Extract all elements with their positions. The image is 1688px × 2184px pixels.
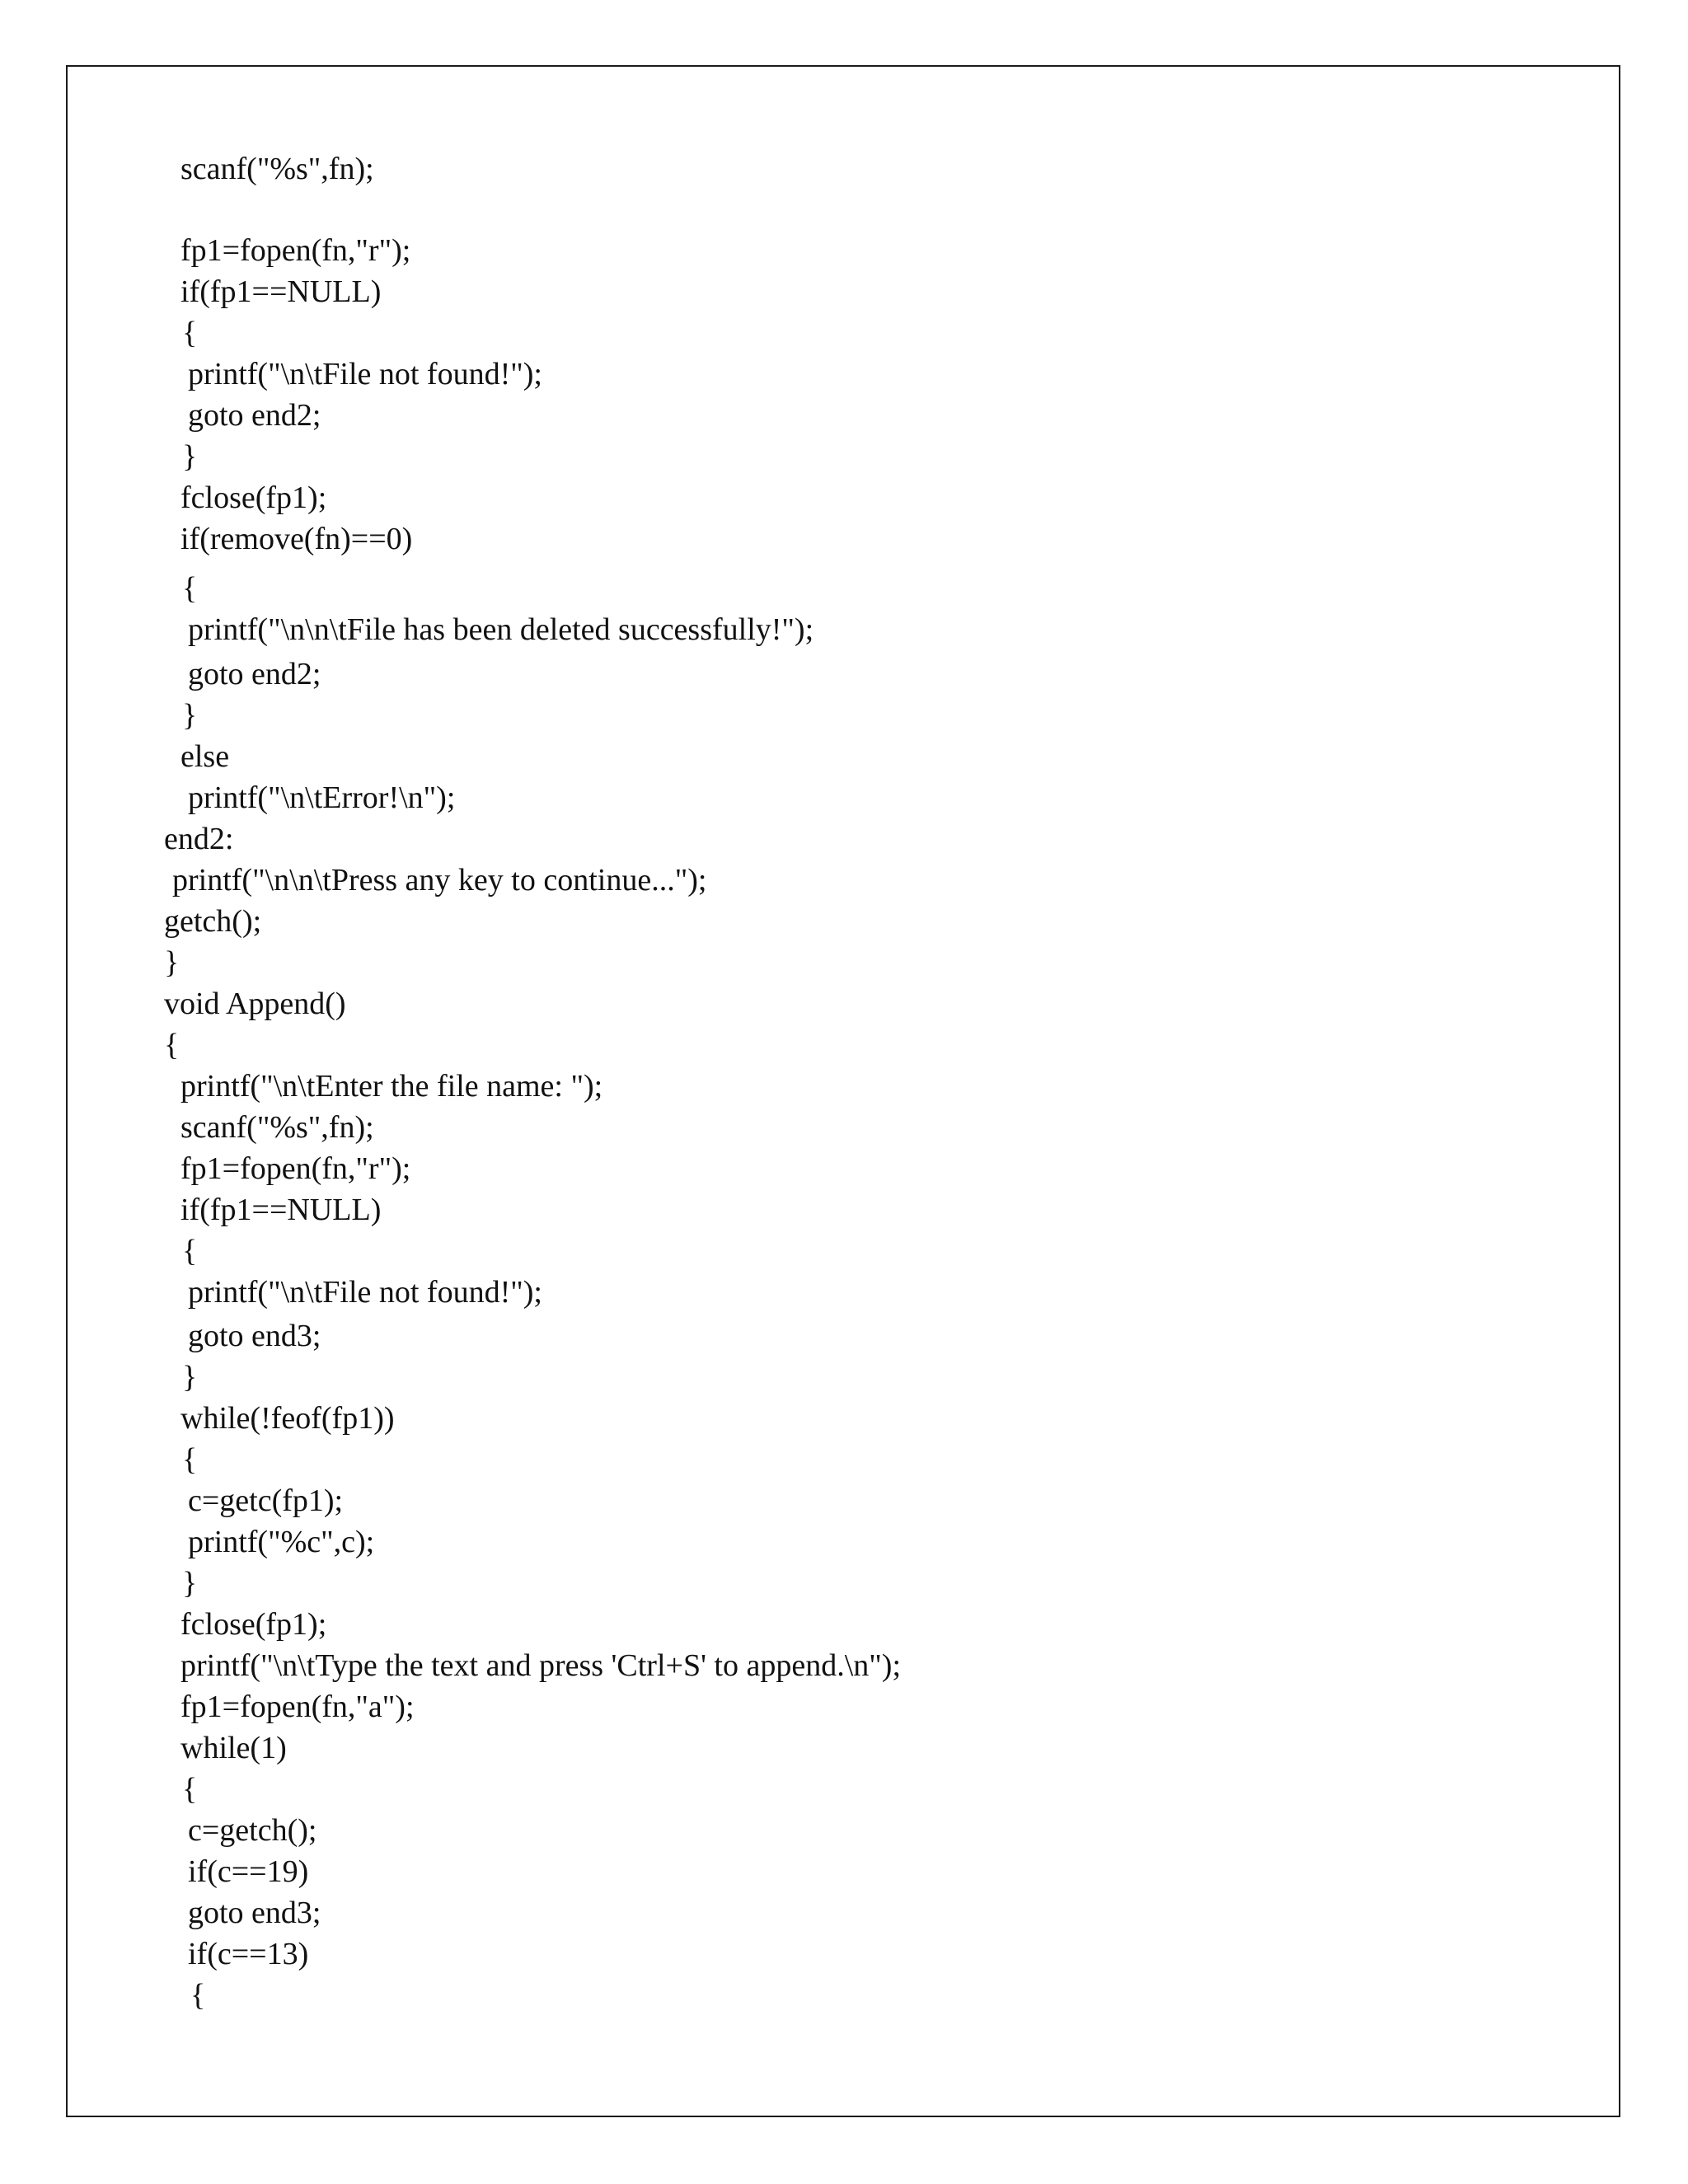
code-line: { [182,1442,198,1477]
code-line: { [182,571,198,606]
code-line: goto end3; [188,1896,321,1930]
code-line: fp1=fopen(fn,"r"); [181,1151,411,1186]
code-line: getch(); [164,904,262,939]
code-line: printf("\n\tError!\n"); [188,780,456,815]
code-line: if(c==13) [188,1937,309,1971]
code-line: } [182,439,198,474]
code-line: void Append() [164,987,346,1021]
code-line: { [164,1028,180,1062]
code-line: fp1=fopen(fn,"r"); [181,233,411,268]
code-line: if(remove(fn)==0) [181,522,413,556]
code-line: printf("%c",c); [188,1525,375,1559]
code-line: { [190,1978,206,2013]
code-line: } [182,698,198,733]
code-line: printf("\n\n\tPress any key to continue..."); [172,863,707,898]
code-line: goto end2; [188,398,321,433]
code-line: if(fp1==NULL) [181,1193,382,1227]
code-line: printf("\n\tEnter the file name: "); [181,1069,603,1104]
code-line: while(!feof(fp1)) [181,1401,395,1436]
code-line: goto end2; [188,657,321,691]
code-line: if(c==19) [188,1854,309,1889]
code-line: { [182,1234,198,1268]
code-line: if(fp1==NULL) [181,274,382,309]
code-line: scanf("%s",fn); [181,1110,374,1145]
code-line: else [181,739,230,774]
code-line: goto end3; [188,1319,321,1353]
code-line: fp1=fopen(fn,"a"); [181,1690,415,1724]
code-line: { [182,1772,198,1807]
code-line: scanf("%s",fn); [181,152,374,186]
code-line: } [182,1566,198,1601]
code-line: } [182,1360,198,1394]
code-line: { [182,316,198,350]
code-line: end2: [164,822,234,856]
code-line: while(1) [181,1731,287,1765]
code-line: printf("\n\tFile not found!"); [188,357,542,391]
code-line: c=getc(fp1); [188,1483,344,1518]
code-line: } [164,945,180,980]
code-line: printf("\n\tType the text and press 'Ctrl+S' to append.\n"); [181,1648,901,1683]
code-line: printf("\n\n\tFile has been deleted successfully!"); [188,612,814,647]
code-line: fclose(fp1); [181,1607,327,1642]
code-line: fclose(fp1); [181,480,327,515]
code-line: printf("\n\tFile not found!"); [188,1275,542,1310]
code-line: c=getch(); [188,1813,317,1848]
